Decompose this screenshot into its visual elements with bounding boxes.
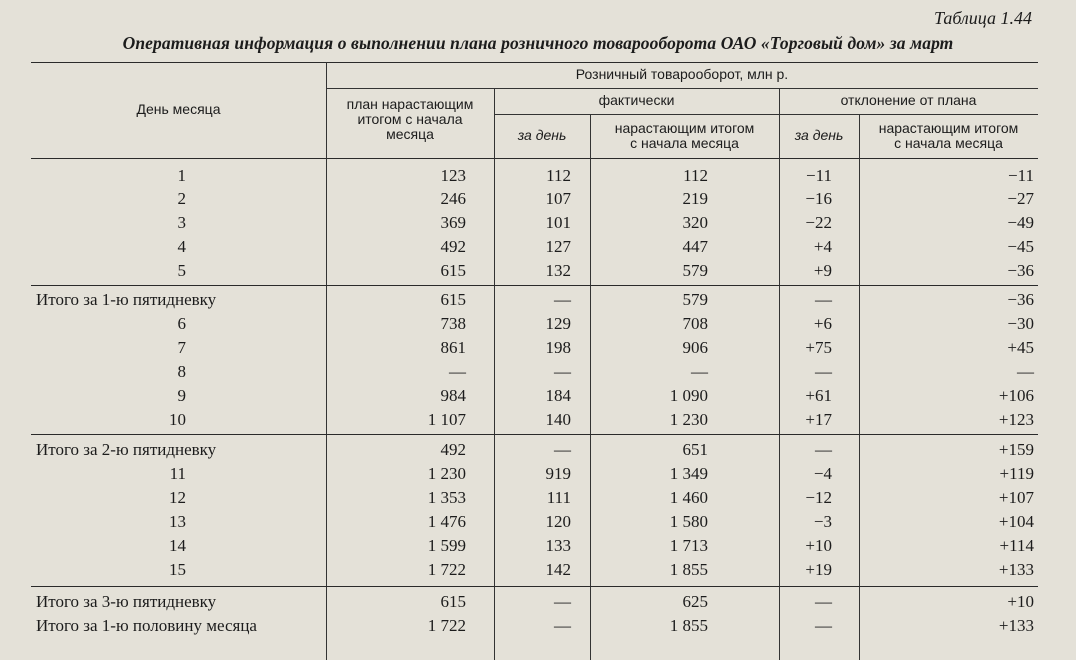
cell-actual-cum: 1 855: [669, 560, 708, 579]
cell-day: 11: [169, 464, 186, 483]
table-row: [31, 384, 1038, 408]
table-row: [31, 259, 1038, 283]
cell-deviation-day: −3: [813, 512, 832, 531]
cell-deviation-cum: +159: [998, 440, 1034, 459]
cell-day: 4: [177, 237, 186, 256]
cell-plan: 1 599: [427, 536, 466, 555]
cell-plan: 861: [440, 338, 466, 357]
cell-deviation-day: +19: [805, 560, 832, 579]
table-top-rule: [31, 62, 1038, 63]
cell-actual-day: 133: [545, 536, 571, 555]
section-rule: [31, 434, 1038, 435]
cell-day: 2: [177, 189, 186, 208]
cell-actual-cum: 1 580: [669, 512, 708, 531]
cell-deviation-cum: −45: [1007, 237, 1034, 256]
cell-actual-day: —: [554, 362, 571, 381]
cell-day: Итого за 1-ю пятидневку: [36, 290, 217, 309]
header-dev-day: за день: [794, 127, 844, 143]
cell-actual-cum: 1 460: [669, 488, 708, 507]
cell-day: 8: [177, 362, 186, 381]
cell-deviation-day: +9: [813, 261, 832, 280]
header-deviation: отклонение от плана: [840, 92, 977, 108]
cell-day: 1: [177, 166, 186, 185]
cell-day: 14: [169, 536, 186, 555]
table-number: Таблица 1.44: [933, 8, 1032, 28]
cell-deviation-day: —: [815, 440, 832, 459]
cell-plan: 492: [440, 237, 466, 256]
header-bottom-rule: [31, 158, 1038, 159]
cell-plan: 738: [440, 314, 466, 333]
cell-deviation-day: −22: [805, 213, 832, 232]
cell-deviation-day: +4: [813, 237, 832, 256]
cell-actual-day: 198: [545, 338, 571, 357]
table-row: [31, 558, 1038, 582]
cell-day: 12: [169, 488, 186, 507]
table-row: [31, 486, 1038, 510]
header-actual: фактически: [598, 92, 675, 108]
cell-day: Итого за 3-ю пятидневку: [36, 592, 217, 611]
cell-actual-cum: 1 855: [669, 616, 708, 635]
cell-actual-day: 120: [545, 512, 571, 531]
cell-plan: 615: [440, 261, 466, 280]
header-rule-2: [494, 114, 1038, 115]
cell-deviation-day: +6: [813, 314, 832, 333]
cell-actual-cum: 579: [682, 261, 708, 280]
cell-deviation-cum: +114: [999, 536, 1034, 555]
cell-plan: 1 230: [427, 464, 466, 483]
cell-actual-day: —: [554, 290, 571, 309]
header-group: Розничный товарооборот, млн р.: [575, 66, 789, 82]
table-row-total: [31, 614, 1038, 638]
cell-actual-day: 111: [546, 488, 571, 507]
cell-deviation-cum: +107: [998, 488, 1034, 507]
table-row: [31, 462, 1038, 486]
cell-plan: 492: [440, 440, 466, 459]
table-row-total: [31, 438, 1038, 462]
cell-actual-day: —: [554, 592, 571, 611]
cell-deviation-day: —: [815, 616, 832, 635]
section-rule: [31, 586, 1038, 587]
cell-actual-day: 101: [545, 213, 571, 232]
cell-actual-day: 142: [545, 560, 571, 579]
cell-deviation-cum: −11: [1008, 166, 1034, 185]
cell-actual-cum: 906: [682, 338, 708, 357]
cell-deviation-day: −12: [805, 488, 832, 507]
cell-actual-day: 184: [545, 386, 571, 405]
cell-actual-day: 127: [545, 237, 571, 256]
cell-actual-cum: 320: [682, 213, 708, 232]
cell-deviation-day: —: [815, 592, 832, 611]
cell-deviation-cum: +133: [998, 560, 1034, 579]
table-row: [31, 534, 1038, 558]
cell-plan: 615: [440, 290, 466, 309]
cell-deviation-day: +17: [805, 410, 832, 429]
cell-day: 6: [177, 314, 186, 333]
cell-actual-day: —: [554, 440, 571, 459]
cell-plan: 615: [440, 592, 466, 611]
cell-actual-day: 140: [545, 410, 571, 429]
cell-actual-cum: 708: [682, 314, 708, 333]
cell-deviation-cum: +45: [1007, 338, 1034, 357]
cell-deviation-cum: —: [1017, 362, 1034, 381]
cell-actual-cum: 579: [682, 290, 708, 309]
cell-day: 13: [169, 512, 186, 531]
cell-actual-day: 919: [545, 464, 571, 483]
cell-deviation-day: —: [815, 290, 832, 309]
cell-day: 7: [177, 338, 186, 357]
cell-actual-cum: 1 090: [669, 386, 708, 405]
cell-day: 9: [177, 386, 186, 405]
cell-deviation-day: +75: [805, 338, 832, 357]
cell-day: Итого за 2-ю пятидневку: [36, 440, 217, 459]
cell-deviation-cum: −36: [1007, 290, 1034, 309]
table-title: Оперативная информация о выполнении плана розничного товарооборота ОАО «Торговый дом» за март: [122, 33, 954, 53]
cell-deviation-cum: −27: [1007, 189, 1034, 208]
cell-deviation-day: −11: [806, 166, 832, 185]
cell-deviation-cum: −36: [1007, 261, 1034, 280]
cell-day: 15: [169, 560, 186, 579]
cell-deviation-day: −16: [805, 189, 832, 208]
cell-plan: 1 722: [427, 616, 466, 635]
header-plan: план нарастающим итогом с начала месяца: [346, 96, 474, 142]
cell-actual-day: —: [554, 616, 571, 635]
cell-deviation-cum: −30: [1007, 314, 1034, 333]
cell-deviation-cum: +119: [999, 464, 1034, 483]
cell-actual-cum: 112: [683, 166, 708, 185]
header-dev-cum: нарастающим итогом с начала месяца: [878, 120, 1019, 151]
cell-actual-cum: 219: [682, 189, 708, 208]
header-rule-1: [326, 88, 1038, 89]
cell-day: 10: [169, 410, 186, 429]
cell-plan: 246: [440, 189, 466, 208]
table-row-total: [31, 288, 1038, 312]
cell-actual-cum: —: [691, 362, 708, 381]
cell-actual-cum: 1 230: [669, 410, 708, 429]
cell-actual-day: 129: [545, 314, 571, 333]
cell-actual-day: 112: [546, 166, 571, 185]
cell-plan: 1 353: [427, 488, 466, 507]
cell-actual-cum: 447: [682, 237, 708, 256]
table-row: [31, 312, 1038, 336]
cell-actual-cum: 625: [682, 592, 708, 611]
cell-deviation-cum: +104: [998, 512, 1034, 531]
table-row: [31, 510, 1038, 534]
cell-plan: 123: [440, 166, 466, 185]
table-row: [31, 235, 1038, 259]
cell-day: 5: [177, 261, 186, 280]
table-row: [31, 336, 1038, 360]
table-row: [31, 408, 1038, 432]
cell-deviation-cum: +123: [998, 410, 1034, 429]
header-actual-cum: нарастающим итогом с начала месяца: [614, 120, 755, 151]
table-row: [31, 360, 1038, 384]
cell-deviation-day: +10: [805, 536, 832, 555]
cell-plan: 1 476: [427, 512, 466, 531]
cell-actual-day: 107: [545, 189, 571, 208]
cell-plan: —: [449, 362, 466, 381]
cell-deviation-cum: +133: [998, 616, 1034, 635]
cell-actual-day: 132: [545, 261, 571, 280]
cell-deviation-day: +61: [805, 386, 832, 405]
table-row: [31, 187, 1038, 211]
table-row-total: [31, 590, 1038, 614]
cell-day: Итого за 1-ю половину месяца: [36, 616, 257, 635]
table-row: [31, 164, 1038, 188]
cell-deviation-cum: −49: [1007, 213, 1034, 232]
cell-deviation-day: —: [815, 362, 832, 381]
cell-deviation-day: −4: [813, 464, 832, 483]
header-actual-day: за день: [517, 127, 567, 143]
table-row: [31, 211, 1038, 235]
cell-deviation-cum: +10: [1007, 592, 1034, 611]
cell-plan: 369: [440, 213, 466, 232]
cell-plan: 1 107: [427, 410, 466, 429]
header-day: День месяца: [136, 101, 221, 117]
section-rule: [31, 285, 1038, 286]
cell-actual-cum: 1 713: [669, 536, 708, 555]
cell-day: 3: [177, 213, 186, 232]
cell-plan: 984: [440, 386, 466, 405]
cell-actual-cum: 1 349: [669, 464, 708, 483]
cell-plan: 1 722: [427, 560, 466, 579]
cell-deviation-cum: +106: [998, 386, 1034, 405]
cell-actual-cum: 651: [682, 440, 708, 459]
